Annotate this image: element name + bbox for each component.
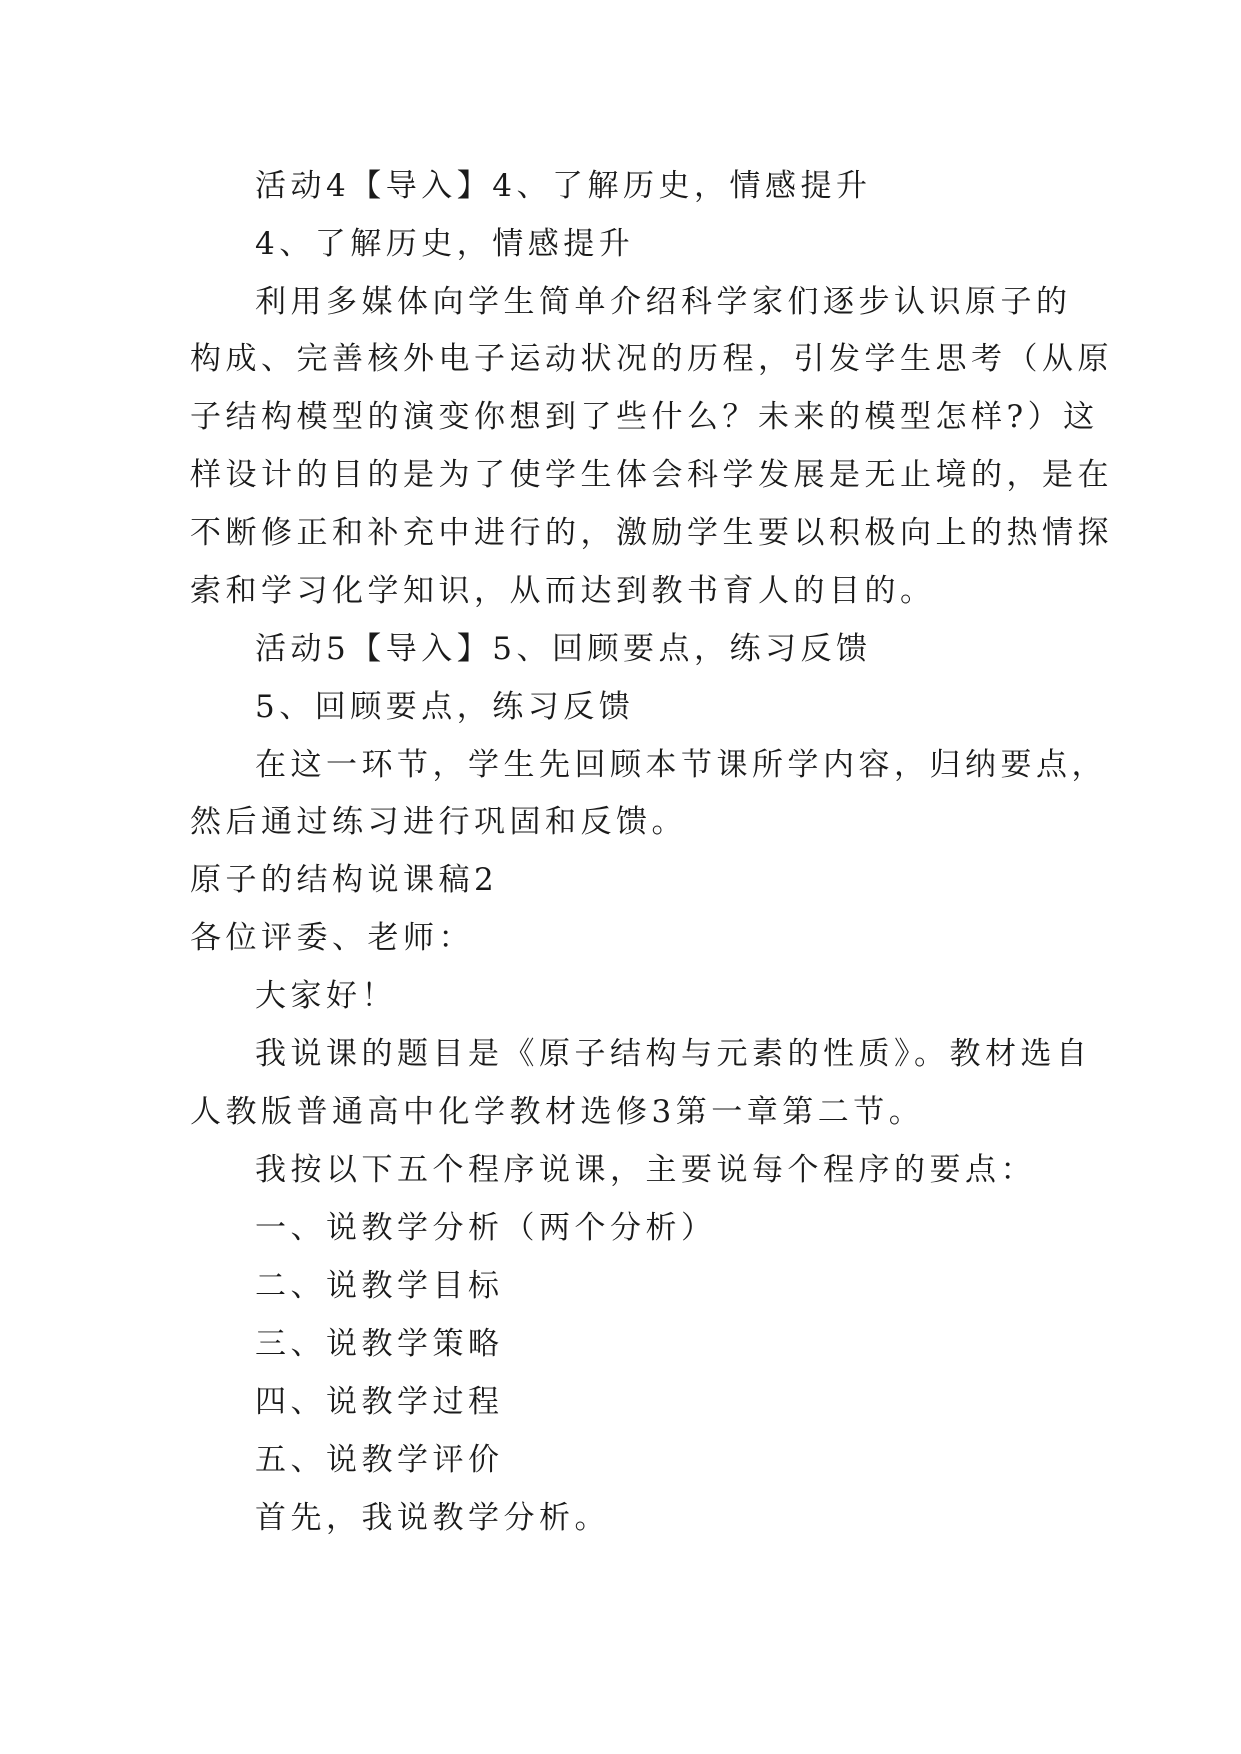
section-title: 原子的结构说课稿2 (190, 862, 499, 898)
paragraph-line: 5、回顾要点，练习反馈 (255, 689, 635, 725)
salutation: 各位评委、老师： (190, 920, 474, 956)
list-item: 四、说教学过程 (255, 1384, 504, 1420)
list-item: 五、说教学评价 (255, 1442, 504, 1478)
paragraph-line: 子结构模型的演变你想到了些什么？未来的模型怎样?）这 (190, 399, 1099, 435)
greeting: 大家好！ (255, 978, 397, 1014)
paragraph-line: 然后通过练习进行巩固和反馈。 (190, 804, 687, 840)
paragraph-line: 我按以下五个程序说课，主要说每个程序的要点： (255, 1152, 1036, 1188)
paragraph-line: 我说课的题目是《原子结构与元素的性质》。教材选自 (255, 1036, 1092, 1072)
list-item: 二、说教学目标 (255, 1268, 504, 1304)
paragraph-line: 样设计的目的是为了使学生体会科学发展是无止境的，是在 (190, 457, 1113, 493)
paragraph-line: 活动5【导入】5、回顾要点，练习反馈 (255, 631, 872, 667)
list-item: 三、说教学策略 (255, 1326, 504, 1362)
paragraph-line: 不断修正和补充中进行的，激励学生要以积极向上的热情探 (190, 515, 1113, 551)
paragraph-line: 构成、完善核外电子运动状况的历程，引发学生思考（从原 (190, 341, 1113, 377)
paragraph-line: 人教版普通高中化学教材选修3第一章第二节。 (190, 1094, 925, 1130)
paragraph-line: 活动4【导入】4、了解历史，情感提升 (255, 168, 872, 204)
paragraph-line: 在这一环节，学生先回顾本节课所学内容，归纳要点， (255, 747, 1107, 783)
paragraph-line: 利用多媒体向学生简单介绍科学家们逐步认识原子的 (255, 284, 1072, 320)
list-item: 一、说教学分析（两个分析） (255, 1210, 717, 1246)
paragraph-line: 首先，我说教学分析。 (255, 1500, 610, 1536)
paragraph-line: 4、了解历史，情感提升 (255, 226, 635, 262)
paragraph-line: 索和学习化学知识，从而达到教书育人的目的。 (190, 573, 936, 609)
